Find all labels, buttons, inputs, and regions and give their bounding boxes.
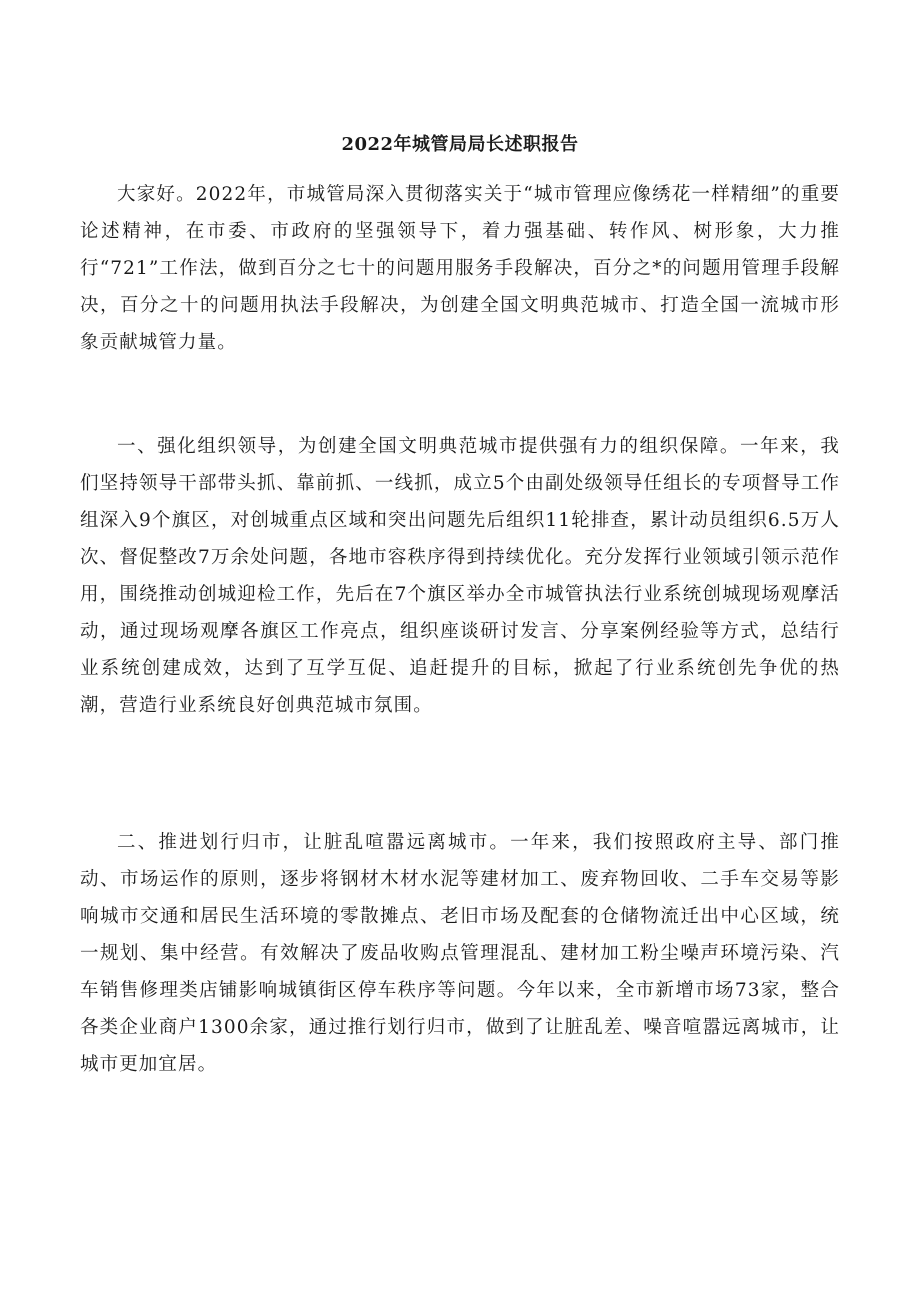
paragraph-section-one: 一、强化组织领导，为创建全国文明典范城市提供强有力的组织保障。一年来，我们坚持领导干部带头抓、靠前抓、一线抓，成立5个由副处级领导任组长的专项督导工作组深入9个旗区，对创城重点区域和突出问题先后组织11轮排查，累计动员组织6.5万人次、督促整改7万余处问题，各地市容秩序得到持续优化。充分发挥行业领域引领示范作用，围绕推动创城迎检工作，先后在7个旗区举办全市城管执法行业系统创城现场观摩活动，通过现场观摩各旗区工作亮点，组织座谈研讨发言、分享案例经验等方式，总结行业系统创建成效，达到了互学互促、追赶提升的目标，掀起了行业系统创先争优的热潮，营造行业系统良好创典范城市氛围。 <box>80 436 840 716</box>
paragraph-section-two: 二、推进划行归市，让脏乱喧嚣远离城市。一年来，我们按照政府主导、部门推动、市场运作的原则，逐步将钢材木材水泥等建材加工、废弃物回收、二手车交易等影响城市交通和居民生活环境的零散摊点、老旧市场及配套的仓储物流迁出中心区域，统一规划、集中经营。有效解决了废品收购点管理混乱、建材加工粉尘噪声环境污染、汽车销售修理类店铺影响城镇街区停车秩序等问题。今年以来，全市新增市场73家，整合各类企业商户1300余家，通过推行划行归市，做到了让脏乱差、噪音喧嚣远离城市，让城市更加宜居。 <box>80 832 840 1075</box>
document-title: 2022年城管局局长述职报告 <box>341 134 579 155</box>
paragraph-intro: 大家好。2022年，市城管局深入贯彻落实关于“城市管理应像绣花一样精细”的重要论述精神，在市委、市政府的坚强领导下，着力强基础、转作风、树形象，大力推行“721”工作法，做到百分之七十的问题用服务手段解决，百分之*的问题用管理手段解决，百分之十的问题用执法手段解决，为创建全国文明典范城市、打造全国一流城市形象贡献城管力量。 <box>80 184 840 353</box>
